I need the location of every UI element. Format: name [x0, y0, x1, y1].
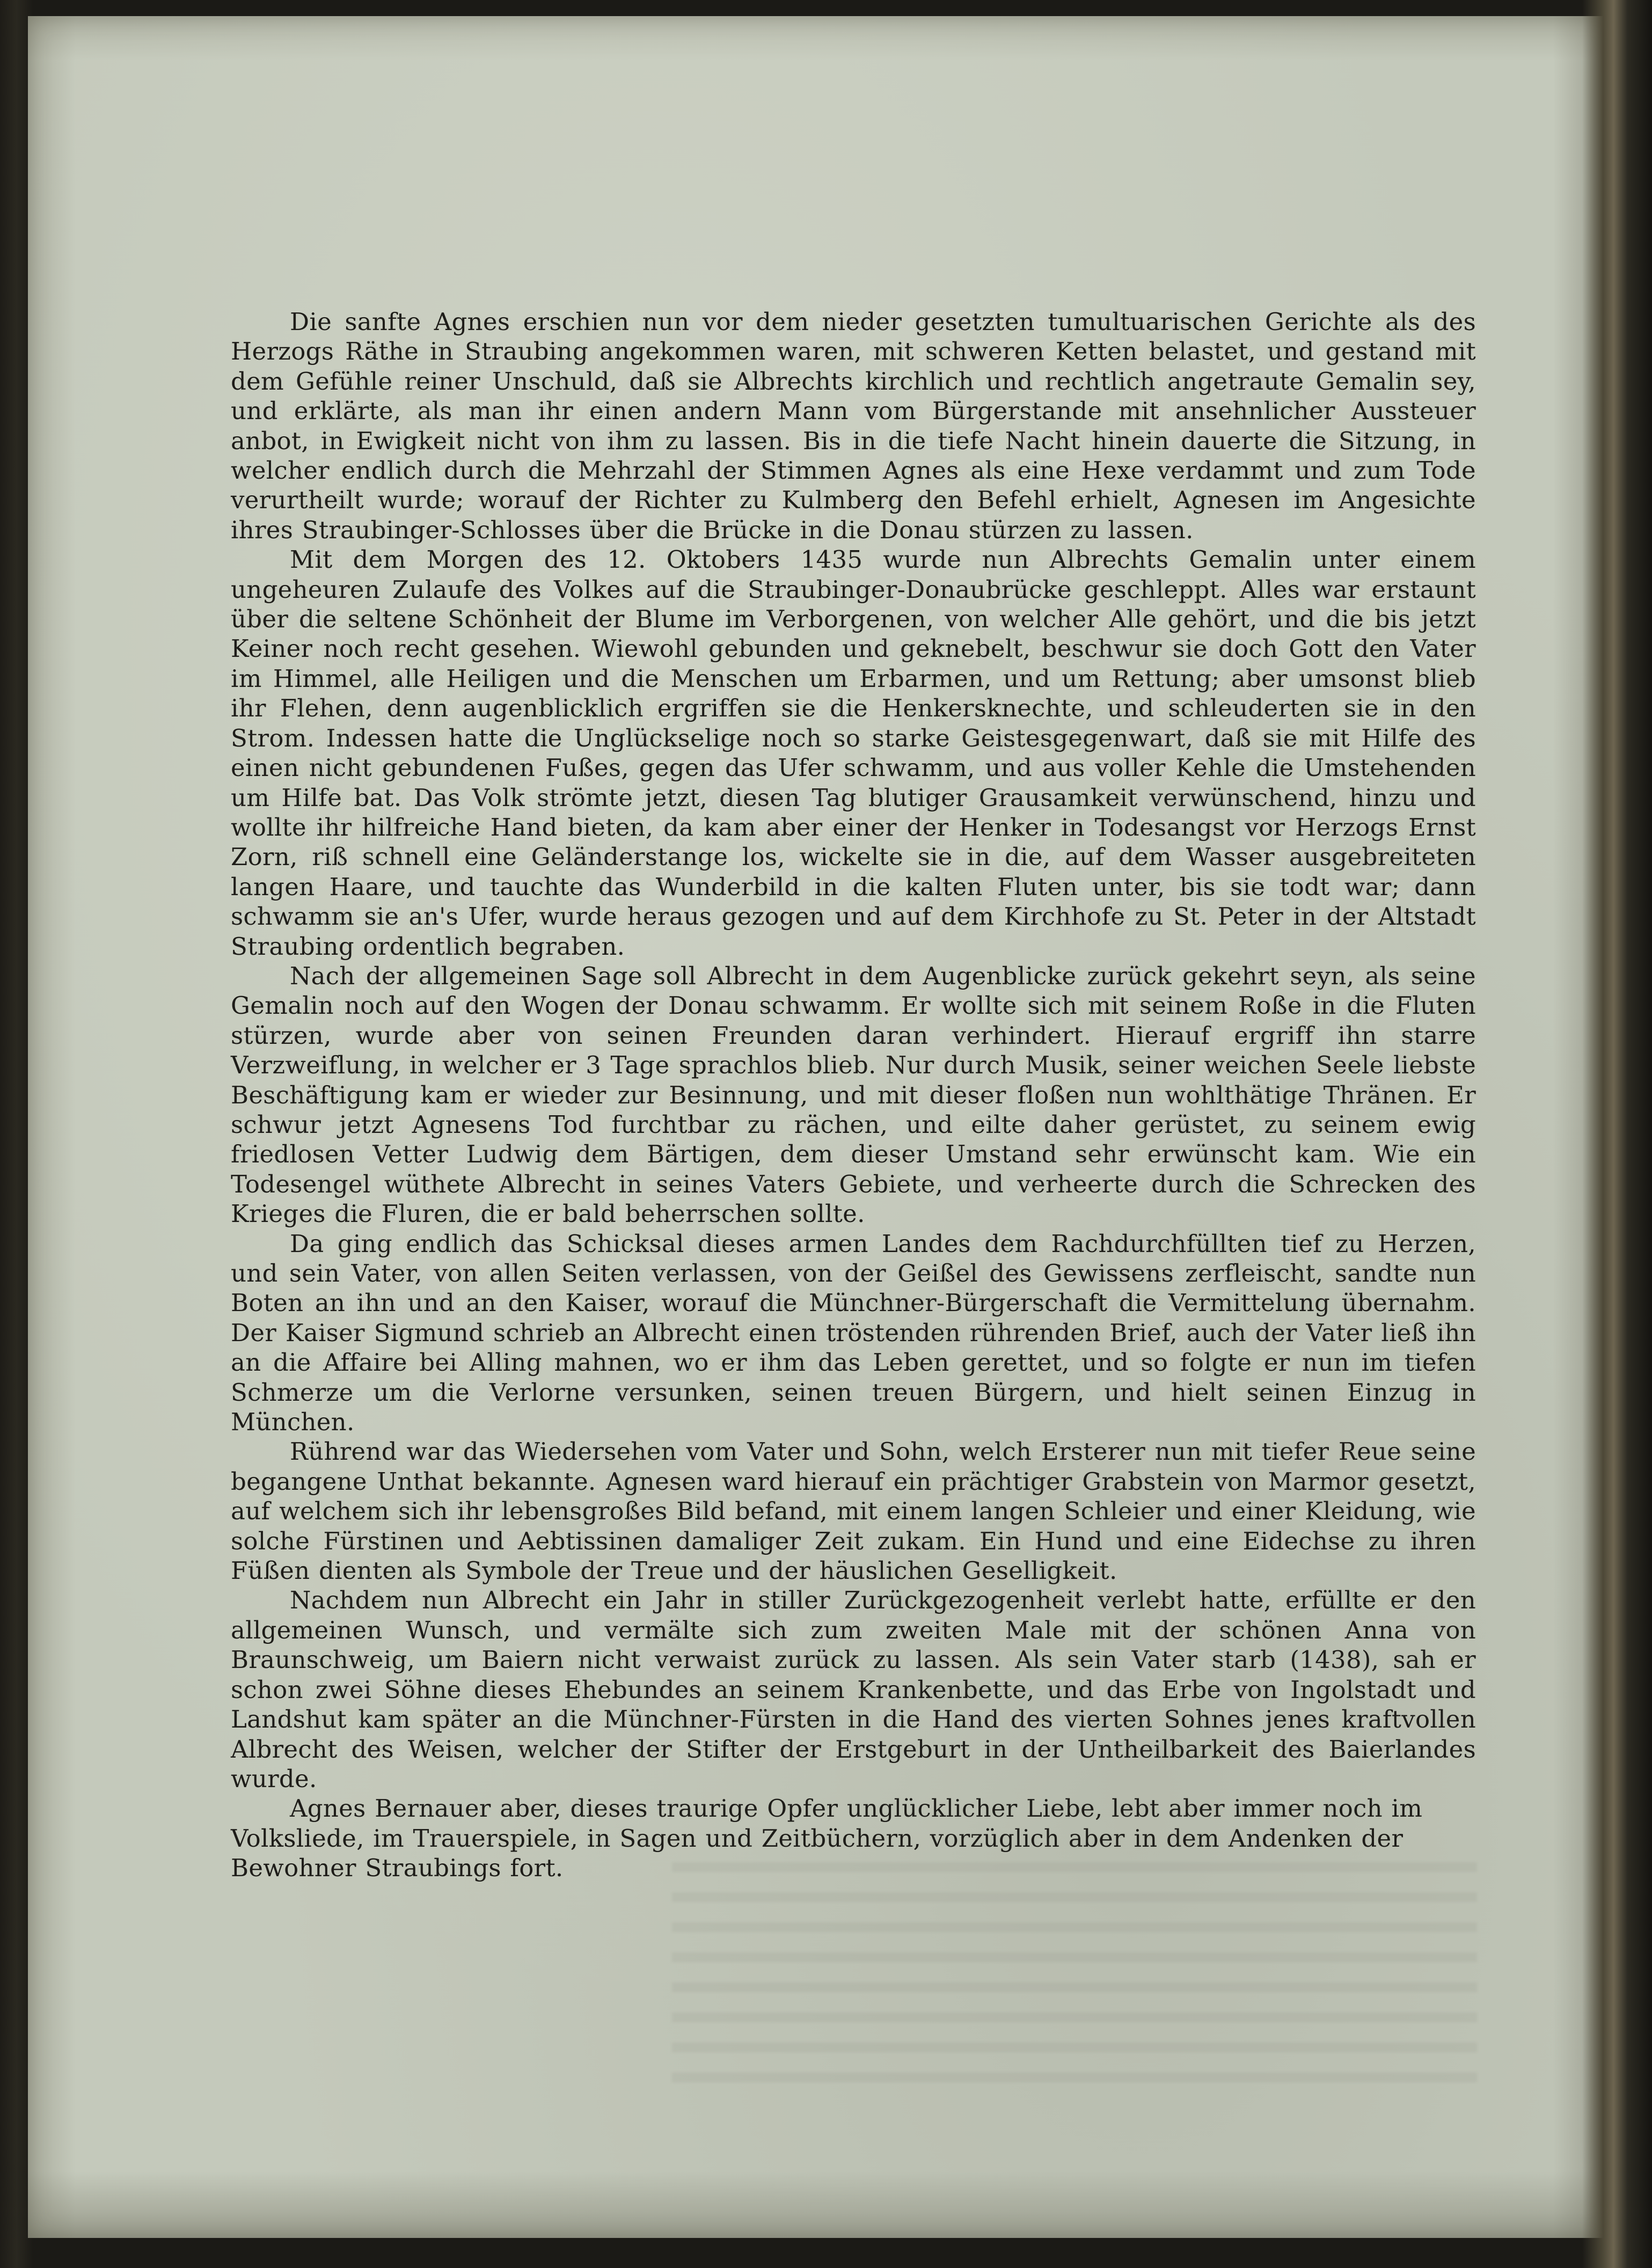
show-through-texture [672, 1862, 1477, 2088]
paragraph-execution: Mit dem Morgen des 12. Oktobers 1435 wurde nun Albrechts Gemalin unter einem ungeheuren Zulaufe des Volkes auf die Straubinger-Donaubrücke geschleppt. Alles war erstaunt über die seltene Schönheit der Blume im Verborgenen, von welcher Alle gehört, und die bis jetzt Keiner noch recht gesehen. Wiewohl gebunden und geknebelt, beschwur sie doch Gott den Vater im Himmel, alle Heiligen und die Menschen um Erbarmen, und um Rettung; aber umsonst blieb ihr Flehen, denn augenblicklich ergriffen sie die Henkersknechte, und schleuderten sie in den Strom. Indessen hatte die Unglückselige noch so starke Geistesgegenwart, daß sie mit Hilfe des einen nicht gebundenen Fußes, gegen das Ufer schwamm, und aus voller Kehle die Umstehenden um Hilfe bat. Das Volk strömte jetzt, diesen Tag blutiger Grausamkeit verwünschend, hinzu und wollte ihr hilfreiche Hand bieten, da kam aber einer der Henker in Todesangst vor Herzogs Ernst Zorn, riß schnell eine Geländerstange los, wickelte sie in die, auf dem Wasser ausgebreiteten langen Haare, und tauchte das Wunderbild in die kalten Fluten unter, bis sie todt war; dann schwamm sie an's Ufer, wurde heraus gezogen und auf dem Kirchhofe zu St. Peter in der Altstadt Straubing ordentlich begraben. [231, 545, 1476, 961]
paragraph-reconciliation: Da ging endlich das Schicksal dieses armen Landes dem Rachdurchfüllten tief zu Herzen, und sein Vater, von allen Seiten verlassen, von der Geißel des Gewissens zerfleischt, sandte nun Boten an ihn und an den Kaiser, worauf die Münchner-Bürgerschaft die Vermittelung übernahm. Der Kaiser Sigmund schrieb an Albrecht einen tröstenden rührenden Brief, auch der Vater ließ ihn an die Affaire bei Alling mahnen, wo er ihm das Leben gerettet, und so folgte er nun im tiefen Schmerze um die Verlorne versunken, seinen treuen Bürgern, und hielt seinen Einzug in München. [231, 1229, 1476, 1437]
paragraph-albrecht-return: Nach der allgemeinen Sage soll Albrecht in dem Augenblicke zurück gekehrt seyn, als seine Gemalin noch auf den Wogen der Donau schwamm. Er wollte sich mit seinem Roße in die Fluten stürzen, wurde aber von seinen Freunden daran verhindert. Hierauf ergriff ihn starre Verzweiflung, in welcher er 3 Tage sprachlos blieb. Nur durch Musik, seiner weichen Seele liebste Beschäftigung kam er wieder zur Besinnung, und mit dieser floßen nun wohlthätige Thränen. Er schwur jetzt Agnesens Tod furchtbar zu rächen, und eilte daher gerüstet, zu seinem ewig friedlosen Vetter Ludwig dem Bärtigen, dem dieser Umstand sehr erwünscht kam. Wie ein Todesengel wüthete Albrecht in seines Vaters Gebiete, und verheerte durch die Schrecken des Krieges die Fluren, die er bald beherrschen sollte. [231, 961, 1476, 1228]
body-text [231, 307, 1476, 1883]
paragraph-gravestone: Rührend war das Wiedersehen vom Vater und Sohn, welch Ersterer nun mit tiefer Reue seine begangene Unthat bekannte. Agnesen ward hierauf ein prächtiger Grabstein von Marmor gesetzt, auf welchem sich ihr lebensgroßes Bild befand, mit einem langen Schleier und einer Kleidung, wie solche Fürstinen und Aebtissinen damaliger Zeit zukam. Ein Hund und eine Eidechse zu ihren Füßen dienten als Symbole der Treue und der häuslichen Geselligkeit. [231, 1437, 1476, 1585]
paragraph-remarriage: Nachdem nun Albrecht ein Jahr in stiller Zurückgezogenheit verlebt hatte, erfüllte er den allgemeinen Wunsch, und vermälte sich zum zweiten Male mit der schönen Anna von Braunschweig, um Baiern nicht verwaist zurück zu lassen. Als sein Vater starb (1438), sah er schon zwei Söhne dieses Ehebundes an seinem Krankenbette, und das Erbe von Ingolstadt und Landshut kam später an die Münchner-Fürsten in die Hand des vierten Sohnes jenes kraftvollen Albrecht des Weisen, welcher der Stifter der Erstgeburt in der Untheilbarkeit des Baierlandes wurde. [231, 1586, 1476, 1793]
paragraph-verdict: Die sanfte Agnes erschien nun vor dem nieder gesetzten tumultuarischen Gerichte als des Herzogs Räthe in Straubing angekommen waren, mit schweren Ketten belastet, und gestand mit dem Gefühle reiner Unschuld, daß sie Albrechts kirchlich und rechtlich angetraute Gemalin sey, und erklärte, als man ihr einen andern Mann vom Bürgerstande mit ansehnlicher Aussteuer anbot, in Ewigkeit nicht von ihm zu lassen. Bis in die tiefe Nacht hinein dauerte die Sitzung, in welcher endlich durch die Mehrzahl der Stimmen Agnes als eine Hexe verdammt und zum Tode verurtheilt wurde; worauf der Richter zu Kulmberg den Befehl erhielt, Agnesen im Angesichte ihres Straubinger-Schlosses über die Brücke in die Donau stürzen zu lassen. [231, 308, 1476, 544]
paragraph-legacy: Agnes Bernauer aber, dieses traurige Opfer unglücklicher Liebe, lebt aber immer noch im Volksliede, im Trauerspiele, in Sagen und Zeitbüchern, vorzüglich aber in dem Andenken der Bewohner Straubings fort. [231, 1794, 1423, 1883]
book-spine-edge [1582, 0, 1652, 2268]
